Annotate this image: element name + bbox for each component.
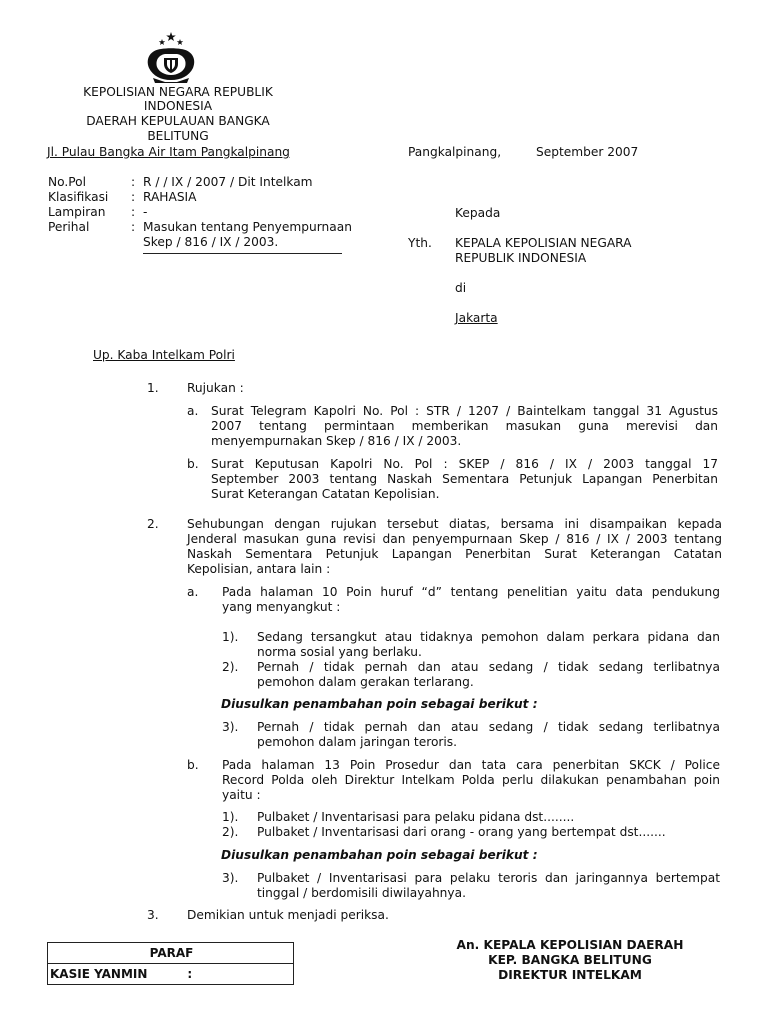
meta-sep: : xyxy=(131,175,136,189)
point-2b3-text-l1: Pulbaket / Inventarisasi para pelaku teroris dan jaringannya bertempat xyxy=(257,871,720,885)
point-2b-letter: b. xyxy=(187,758,199,772)
recipient-yth: Yth. xyxy=(408,236,432,250)
org-name-line2: INDONESIA xyxy=(143,99,213,113)
point-2a2-text-l2: pemohon dalam gerakan terlarang. xyxy=(257,675,474,689)
point-2-number: 2. xyxy=(147,517,159,531)
point-2-text-l1: Sehubungan dengan rujukan tersebut diatas, bersama ini disampaikan kepada xyxy=(187,517,722,531)
point-2b2-text: Pulbaket / Inventarisasi dari orang - orang yang bertempat dst....... xyxy=(257,825,666,839)
meta-value-klasifikasi: RAHASIA xyxy=(143,190,197,204)
point-2-text-l2: Jenderal masukan guna revisi dan penyempurnaan Skep / 816 / IX / 2003 tentang xyxy=(187,532,722,546)
point-2b-text-l2: Record Polda oleh Direktur Intelkam Polda perlu dilakukan penambahan poin xyxy=(222,773,720,787)
recipient-kepada: Kepada xyxy=(455,206,501,220)
meta-label-perihal: Perihal xyxy=(48,220,90,234)
meta-label-klasifikasi: Klasifikasi xyxy=(48,190,109,204)
proposal-heading-2: Diusulkan penambahan poin sebagai berikut : xyxy=(221,848,538,862)
point-2-text-l4: Kepolisian, antara lain : xyxy=(187,562,331,576)
point-2b-text-l3: yaitu : xyxy=(222,788,261,802)
point-1-title: Rujukan : xyxy=(187,381,244,395)
meta-sep: : xyxy=(131,220,136,234)
attention-line: Up. Kaba Intelkam Polri xyxy=(93,348,235,362)
point-2b3-text-l2: tinggal / berdomisili diwilayahnya. xyxy=(257,886,466,900)
point-1b-text-l2: September 2003 tentang Naskah Sementara Petunjuk Lapangan Penerbitan xyxy=(211,472,718,486)
point-2b3-number: 3). xyxy=(222,871,239,885)
meta-label-lampiran: Lampiran xyxy=(48,205,106,219)
point-1a-text-l2: 2007 tentang permintaan memberikan masukan guna merevisi dan xyxy=(211,419,718,433)
recipient-city: Jakarta xyxy=(455,311,498,325)
meta-value-perihal-2: Skep / 816 / IX / 2003. xyxy=(143,235,279,249)
proposal-heading-1: Diusulkan penambahan poin sebagai berikut : xyxy=(221,697,538,711)
perihal-underline xyxy=(143,253,342,254)
point-1b-letter: b. xyxy=(187,457,199,471)
signature-line3: DIREKTUR INTELKAM xyxy=(498,968,642,982)
point-2a3-text-l2: pemohon dalam jaringan teroris. xyxy=(257,735,458,749)
date: September 2007 xyxy=(536,145,639,159)
point-2a-text-l2: yang menyangkut : xyxy=(222,600,341,614)
meta-value-perihal: Masukan tentang Penyempurnaan xyxy=(143,220,352,234)
point-1b-text-l1: Surat Keputusan Kapolri No. Pol : SKEP / 816 / IX / 2003 tanggal 17 xyxy=(211,457,718,471)
paraf-row xyxy=(48,964,294,985)
paraf-row-sep: : xyxy=(187,966,193,981)
point-2b1-text: Pulbaket / Inventarisasi para pelaku pidana dst........ xyxy=(257,810,575,824)
point-1b-text-l3: Surat Keterangan Catatan Kepolisian. xyxy=(211,487,440,501)
point-2a-text-l1: Pada halaman 10 Poin huruf “d” tentang penelitian yaitu data pendukung xyxy=(222,585,720,599)
recipient-di: di xyxy=(455,281,467,295)
org-name-line1: KEPOLISIAN NEGARA REPUBLIK xyxy=(83,85,273,99)
paraf-table xyxy=(47,942,294,985)
recipient-line1: KEPALA KEPOLISIAN NEGARA xyxy=(455,236,632,250)
point-3-text: Demikian untuk menjadi periksa. xyxy=(187,908,389,922)
signature-line1: An. KEPALA KEPOLISIAN DAERAH xyxy=(456,938,684,952)
meta-label-nopol: No.Pol xyxy=(48,175,86,189)
point-2-text-l3: Naskah Sementara Petunjuk Lapangan Penerbitan Surat Keterangan Catatan xyxy=(187,547,722,561)
point-2a2-number: 2). xyxy=(222,660,239,674)
point-2a3-text-l1: Pernah / tidak pernah dan atau sedang / tidak sedang terlibatnya xyxy=(257,720,720,734)
meta-sep: : xyxy=(131,190,136,204)
org-region-line2: BELITUNG xyxy=(147,129,209,143)
paraf-title: PARAF xyxy=(48,943,294,964)
meta-value-lampiran: - xyxy=(143,205,148,219)
point-2b1-number: 1). xyxy=(222,810,239,824)
point-2b2-number: 2). xyxy=(222,825,239,839)
police-emblem-logo xyxy=(141,30,201,84)
point-2a1-text-l1: Sedang tersangkut atau tidaknya pemohon dalam perkara pidana dan xyxy=(257,630,720,644)
meta-sep: : xyxy=(131,205,136,219)
point-2b-text-l1: Pada halaman 13 Poin Prosedur dan tata cara penerbitan SKCK / Police xyxy=(222,758,720,772)
paraf-row-label: KASIE YANMIN xyxy=(50,966,148,981)
point-2a1-text-l2: norma sosial yang berlaku. xyxy=(257,645,422,659)
recipient-line2: REPUBLIK INDONESIA xyxy=(455,251,587,265)
point-2a-letter: a. xyxy=(187,585,199,599)
point-2a1-number: 1). xyxy=(222,630,239,644)
point-2a3-number: 3). xyxy=(222,720,239,734)
point-2a2-text-l1: Pernah / tidak pernah dan atau sedang / tidak sedang terlibatnya xyxy=(257,660,720,674)
point-1a-text-l3: menyempurnakan Skep / 816 / IX / 2003. xyxy=(211,434,462,448)
meta-value-nopol: R / / IX / 2007 / Dit Intelkam xyxy=(143,175,313,189)
point-1-number: 1. xyxy=(147,381,159,395)
signature-line2: KEP. BANGKA BELITUNG xyxy=(488,953,652,967)
org-region-line1: DAERAH KEPULAUAN BANGKA xyxy=(86,114,270,128)
point-1a-letter: a. xyxy=(187,404,199,418)
place: Pangkalpinang, xyxy=(408,145,502,159)
point-3-number: 3. xyxy=(147,908,159,922)
org-address: Jl. Pulau Bangka Air Itam Pangkalpinang xyxy=(47,145,290,159)
point-1a-text-l1: Surat Telegram Kapolri No. Pol : STR / 1207 / Baintelkam tanggal 31 Agustus xyxy=(211,404,718,418)
